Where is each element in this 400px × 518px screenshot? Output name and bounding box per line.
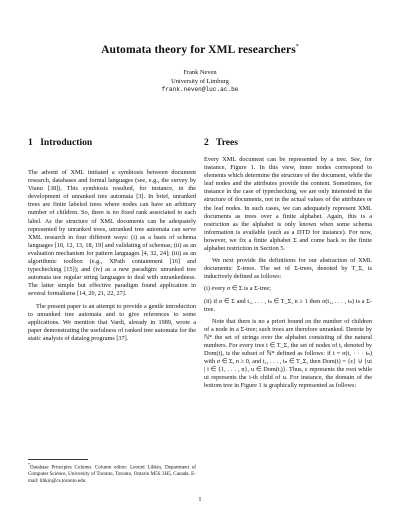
title-footnote-mark: * — [295, 44, 299, 50]
trees-paragraph-3: Note that there is no a priori bound on the number of children of a node in a Σ-tree; such trees are therefore unranked. Denote by ℕ* the set of strings over the alphabet consisting of the natural numbers. For every tree t ∈ T_Σ, the set of nodes of t, denoted by Dom(t), is the subset of ℕ* defined as follows: if t = σ(t₁ · · · tₙ) with σ ∈ Σ, n ≥ 0, and t₁, . . . , tₙ ∈ T_Σ, then Dom(t) = {ε} ∪ {ui | i ∈ {1, . . . , n}, u ∈ Dom(tᵢ)}. Thus, ε represents the root while ui represents the i-th child of u. For instance, the domain of the bottom tree in Figure 1 is graphically represented as follows: — [204, 317, 372, 390]
left-column — [28, 137, 196, 347]
footnote-mark: * — [28, 462, 30, 467]
section-heading-trees: 2 Trees — [204, 137, 239, 148]
page-number: 1 — [198, 496, 202, 503]
author-block — [0, 69, 400, 95]
author-email: frank.neven@luc.ac.be — [161, 86, 239, 94]
section-heading-introduction: 1 Introduction — [28, 137, 93, 148]
paper-title — [0, 43, 400, 56]
right-column — [204, 137, 372, 395]
title-text: Automata theory for XML researchers — [101, 43, 296, 56]
footnote-text: Database Principles Column. Column editor: Leonid Libkin, Department of Computer Science, University of Toronto, Toronto, Ontario M5S 3H5, Canada. E-mail: libkin@cs.toronto.edu. — [28, 464, 196, 485]
trees-paragraph-2: We next provide the definitions for our abstraction of XML documents: Σ-trees. The set of Σ-trees, denoted by T_Σ, is inductively defined as follows: — [204, 257, 372, 281]
footnote — [28, 462, 196, 485]
author-name: Frank Neven — [183, 69, 217, 76]
trees-paragraph-1: Every XML document can be represented by a tree. See, for instance, Figure 1. In this view, inner nodes correspond to elements which determine the structure of the document, while the leaf nodes and the attributes provide the content. Sometimes, for instance in the case of typechecking, we are only interested in the structure of documents, not in the actual values of the attributes or the leaf nodes. In such cases, we can adequately represent XML documents as trees over a finite alphabet. Again, this is a restriction as the alphabet is only known when some schema information is available (such as a DTD for instance). For now, however, we fix a finite alphabet Σ and come back to the finite alphabet restriction in Section 5. — [204, 156, 372, 253]
definition-item-1: (i) every σ ∈ Σ is a Σ-tree; — [204, 285, 271, 293]
definition-item-2: (ii) if σ ∈ Σ and t₁, . . . , tₙ ∈ T_Σ, n ≥ 1 then σ(t₁, . . . , tₙ) is a Σ-tree. — [204, 297, 372, 313]
author-affiliation: University of Limburg — [171, 77, 229, 85]
footnote-rule — [28, 459, 88, 460]
intro-paragraph-1: The advent of XML initiated a symbiosis between document research, databases and formal languages (see, e.g., the survey by Vianu [38]). This symbiosis resulted, for instance, in the development of unranked tree automata [3]. In brief, unranked trees are finite labeled trees where nodes can have an arbitrary number of children. So, there is no fixed rank associated to each label. As the structure of XML documents can be adequately represented by unranked trees, unranked tree automata can serve XML research in four different ways: (i) as a basis of schema languages [10, 12, 13, 18, 19] and validating of schemas; (ii) as an evaluation mechanism for pattern languages [4, 32, 24]; (iii) as an algorithmic toolbox (e.g., XPath containment [16] and typechecking [15]); and (iv) as a new paradigm: unranked tree automata use regular string languages to deal with unrankedness. The latter simple but effective paradigm found application in several formalisms [14, 20, 21, 22, 27]. — [28, 169, 196, 298]
intro-paragraph-2: The present paper is an attempt to provide a gentle introduction to unranked tree automata and to give references to some applications. We mention that Vardi, already in 1989, wrote a paper demonstrating the usefulness of ranked tree automata for the static analysis of datalog programs [37]. — [28, 302, 196, 342]
